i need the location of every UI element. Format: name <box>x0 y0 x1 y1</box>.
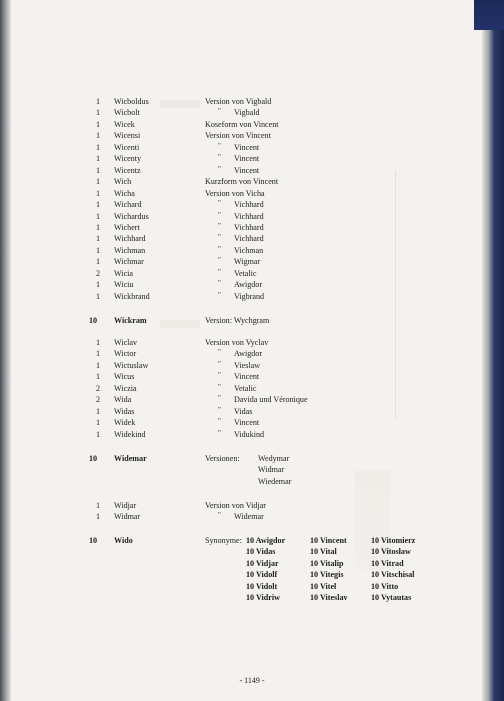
entry-count: 1 <box>96 142 101 152</box>
entry-count: 10 <box>89 316 98 325</box>
entry-reference: Vincent <box>234 142 260 152</box>
ditto-mark: " <box>218 267 221 276</box>
entry-name: Wictuslaw <box>114 360 149 370</box>
entry-name: Wicia <box>114 268 133 278</box>
ditto-mark: " <box>218 256 221 265</box>
entry-reference: Vigbald <box>234 108 260 118</box>
ditto-mark: " <box>218 511 221 520</box>
entry-name: Wich <box>114 177 132 187</box>
ditto-mark: " <box>218 233 221 242</box>
version-name: Wedymar <box>258 454 290 463</box>
entry-name: Wichmar <box>114 257 144 267</box>
entry-name: Widjar <box>114 501 137 510</box>
version-name: Widmar <box>258 465 285 475</box>
entry-name: Wiclav <box>114 338 138 347</box>
entry-count: 2 <box>96 395 101 405</box>
entry-count: 1 <box>96 429 101 439</box>
entry-name: Wicboldus <box>114 97 149 106</box>
entry-name: Wictor <box>114 349 137 359</box>
entry-relation: Version: Wychgram <box>205 316 270 325</box>
synonym-entry: 10 Vidriw <box>246 593 280 603</box>
entry-count: 10 <box>89 454 98 463</box>
entry-name: Wido <box>114 536 133 545</box>
ditto-mark: " <box>218 141 221 150</box>
entry-name: Wichman <box>114 245 146 255</box>
ditto-mark: " <box>218 394 221 403</box>
entry-relation: Version von Vidjar <box>205 501 266 510</box>
entry-count: 1 <box>96 280 101 290</box>
entry-reference: Vichhard <box>234 211 264 221</box>
entry-relation: Versionen: <box>205 454 240 463</box>
entry-count: 2 <box>96 268 101 278</box>
entry-relation: Synonyme: <box>205 536 242 545</box>
ditto-mark: " <box>218 107 221 116</box>
ditto-mark: " <box>218 199 221 208</box>
ditto-mark: " <box>218 348 221 357</box>
entry-count: 1 <box>96 97 101 106</box>
entry-name: Widekind <box>114 429 146 439</box>
entry-count: 1 <box>96 177 101 187</box>
ditto-mark: " <box>218 359 221 368</box>
entry-name: Wiciu <box>114 280 134 290</box>
ditto-mark: " <box>218 153 221 162</box>
ditto-mark: " <box>218 382 221 391</box>
entry-reference: Vichhard <box>234 222 264 232</box>
entry-name: Wickram <box>114 316 147 325</box>
entry-count: 1 <box>96 154 101 164</box>
entry-count: 1 <box>96 501 101 510</box>
entry-name: Wicbolt <box>114 108 140 118</box>
entry-reference: Awigdor <box>234 280 263 290</box>
entry-count: 1 <box>96 291 101 301</box>
entry-name: Wickbrand <box>114 291 150 301</box>
version-name: Wiedemar <box>258 476 292 486</box>
entry-name: Wichard <box>114 200 142 210</box>
entry-name: Widmar <box>114 512 141 522</box>
entry-name: Wicus <box>114 372 135 382</box>
entry-name: Wicentz <box>114 165 141 175</box>
entry-count: 1 <box>96 165 101 175</box>
synonym-entry: 10 Vytautas <box>371 593 412 603</box>
synonym-entry: 10 Vitomierz <box>371 536 416 545</box>
entry-count: 1 <box>96 119 101 129</box>
entry-reference: Vetalic <box>234 268 257 278</box>
page-left-edge <box>0 0 11 701</box>
entry-reference: Davida und Véronique <box>234 395 308 405</box>
entry-name: Wichardus <box>114 211 149 221</box>
entry-relation: Version von Vincent <box>205 131 271 141</box>
entry-count: 1 <box>96 222 101 232</box>
entry-name: Wichert <box>114 222 140 232</box>
entry-reference: Vincent <box>234 372 260 382</box>
entry-reference: Vidukind <box>234 429 265 439</box>
entry-count: 1 <box>96 406 101 416</box>
synonym-entry: 10 Viteslav <box>310 593 348 603</box>
ditto-mark: " <box>218 290 221 299</box>
synonym-entry: 10 Vidolt <box>246 581 278 591</box>
entry-reference: Vichman <box>234 245 264 255</box>
entry-count: 1 <box>96 245 101 255</box>
synonym-entry: 10 Vincent <box>310 536 347 545</box>
synonym-entry: 10 Vidas <box>246 547 276 557</box>
entry-count: 10 <box>89 536 98 545</box>
entry-count: 1 <box>96 108 101 118</box>
entry-reference: Wigmar <box>234 257 261 267</box>
ditto-mark: " <box>218 417 221 426</box>
entry-name: Wida <box>114 395 132 405</box>
ditto-mark: " <box>218 428 221 437</box>
entry-count: 1 <box>96 211 101 221</box>
entry-relation: Version von Vyclav <box>205 338 269 347</box>
synonym-entry: 10 Vidjar <box>246 558 279 568</box>
entry-count: 1 <box>96 200 101 210</box>
entry-count: 1 <box>96 418 101 428</box>
entry-name: Widek <box>114 418 136 428</box>
entry-name: Widas <box>114 406 135 416</box>
entry-reference: Awigdor <box>234 349 263 359</box>
entry-reference: Vichhard <box>234 200 264 210</box>
page-number: - 1149 - <box>239 676 265 685</box>
ditto-mark: " <box>218 279 221 288</box>
entry-reference: Vigbrand <box>234 291 265 301</box>
ditto-mark: " <box>218 371 221 380</box>
ditto-mark: " <box>218 164 221 173</box>
synonym-entry: 10 Vitegis <box>310 570 344 580</box>
entry-name: Wicenty <box>114 154 142 164</box>
entry-relation: Version von Vigbald <box>205 97 272 106</box>
entry-count: 2 <box>96 383 101 393</box>
entry-count: 1 <box>96 188 101 198</box>
entry-name: Wichhard <box>114 234 146 244</box>
entry-count: 1 <box>96 338 101 347</box>
entry-count: 1 <box>96 234 101 244</box>
synonym-entry: 10 Vital <box>310 547 337 557</box>
ditto-mark: " <box>218 221 221 230</box>
synonym-entry: 10 Vitosław <box>371 547 411 557</box>
book-spine <box>482 0 504 701</box>
ditto-mark: " <box>218 210 221 219</box>
synonym-entry: 10 Vitalip <box>310 558 344 568</box>
synonym-entry: 10 Vitrad <box>371 558 404 568</box>
entry-reference: Vincent <box>234 165 260 175</box>
entry-reference: Vincent <box>234 418 260 428</box>
synonym-entry: 10 Vitschisal <box>371 570 415 580</box>
synonym-entry: 10 Vidolf <box>246 570 278 580</box>
entry-count: 1 <box>96 349 101 359</box>
entry-name: Widemar <box>114 454 147 463</box>
entry-count: 1 <box>96 512 101 522</box>
entry-name: Wicek <box>114 119 135 129</box>
synonym-entry: 10 Vitto <box>371 581 399 591</box>
synonym-entry: 10 Vitel <box>310 581 337 591</box>
entry-count: 1 <box>96 372 101 382</box>
ditto-mark: " <box>218 405 221 414</box>
entry-count: 1 <box>96 360 101 370</box>
entry-reference: Vincent <box>234 154 260 164</box>
entry-relation: Koseform von Vincent <box>205 119 279 129</box>
entry-name: Wicha <box>114 188 135 198</box>
synonym-entry: 10 Awigdor <box>246 536 286 545</box>
entry-name: Wiczia <box>114 383 137 393</box>
entry-reference: Vichhard <box>234 234 264 244</box>
book-cover-corner <box>474 0 504 30</box>
entry-relation: Kurzform von Vincent <box>205 177 279 187</box>
entry-reference: Vieslaw <box>234 360 261 370</box>
entry-reference: Vidas <box>234 406 253 416</box>
entry-relation: Version von Vicha <box>205 188 265 198</box>
ditto-mark: " <box>218 244 221 253</box>
entry-reference: Vetalic <box>234 383 257 393</box>
entry-count: 1 <box>96 257 101 267</box>
entry-count: 1 <box>96 131 101 141</box>
entry-name: Wicensi <box>114 131 141 141</box>
entry-reference: Widemar <box>234 512 264 522</box>
entry-name: Wicenti <box>114 142 140 152</box>
